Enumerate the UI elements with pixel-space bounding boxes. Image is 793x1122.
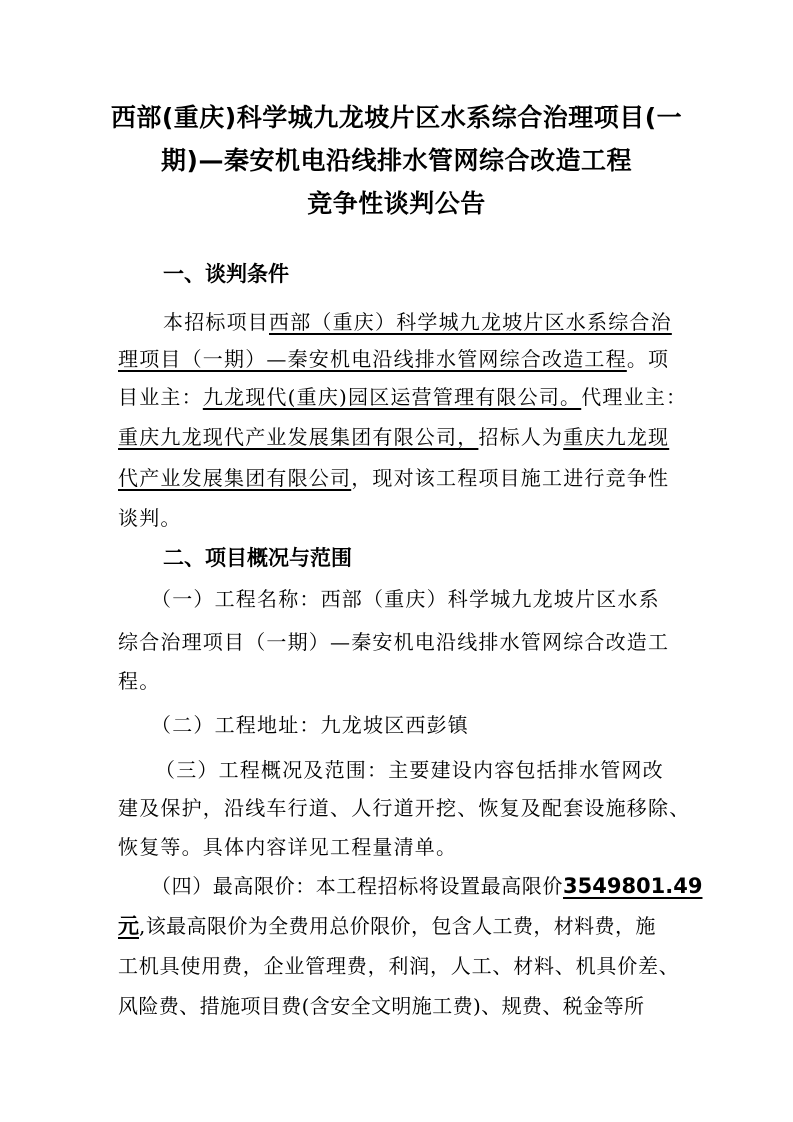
price-line-3: 工机具使用费，企业管理费，利润，人工、材料、机具价差、	[118, 954, 680, 978]
max-price-value: 3549801.49	[563, 874, 703, 898]
text: 招标人为	[478, 425, 564, 449]
text: 代理业主：	[581, 385, 688, 409]
text: ，现对该工程项目施工进行竞争性	[351, 466, 670, 490]
price-line-4: 风险费、措施项目费(含安全文明施工费)、规费、税金等所	[118, 994, 645, 1018]
para-conditions-line-3	[118, 381, 688, 410]
owner-name: 九龙现代(重庆)园区运营管理有限公司。	[202, 385, 582, 409]
para-conditions-line-4	[118, 421, 678, 450]
para-conditions-line-1	[163, 306, 683, 335]
price-line-1	[151, 870, 703, 899]
project-scope-line-3: 恢复等。具体内容详见工程量清单。	[118, 835, 458, 859]
max-price-unit: 元	[118, 914, 139, 938]
price-line-2	[118, 910, 678, 940]
tenderer-name-cont: 代产业发展集团有限公司	[118, 466, 352, 490]
text: 。项	[626, 347, 670, 371]
text: 目业主：	[118, 385, 203, 409]
project-name-link: 西部（重庆）科学城九龙坡片区水系综合治	[269, 310, 672, 334]
project-name-line-1: （一）工程名称：西部（重庆）科学城九龙坡片区水系	[151, 587, 660, 611]
text: ,该最高限价为全费用总价限价，包含人工费，材料费，施	[139, 914, 656, 938]
project-name-line-3: 程。	[118, 669, 161, 693]
project-address: （二）工程地址：九龙坡区西彭镇	[151, 713, 469, 737]
agent-name: 重庆九龙现代产业发展集团有限公司，	[118, 425, 479, 449]
tenderer-name: 重庆九龙现	[563, 425, 670, 449]
title-line-2: 期)—秦安机电沿线排水管网综合改造工程	[161, 146, 632, 175]
para-conditions-line-6: 谈判。	[118, 506, 182, 530]
section-heading-conditions: 一、谈判条件	[163, 262, 289, 286]
para-conditions-line-2	[118, 343, 678, 372]
project-name-line-2: 综合治理项目（一期）—秦安机电沿线排水管网综合改造工	[118, 630, 670, 654]
text: （四）最高限价：本工程招标将设置最高限价	[151, 874, 563, 898]
para-conditions-line-5	[118, 462, 678, 491]
title-line-1: 西部(重庆)科学城九龙坡片区水系综合治理项目(一	[110, 103, 683, 132]
project-scope-line-1: （三）工程概况及范围：主要建设内容包括排水管网改	[155, 758, 664, 782]
text: 本招标项目	[163, 310, 269, 334]
title-line-3: 竞争性谈判公告	[307, 189, 486, 218]
section-heading-overview: 二、项目概况与范围	[163, 546, 352, 570]
project-name-cont: 理项目（一期）—秦安机电沿线排水管网综合改造工程	[118, 347, 627, 371]
project-scope-line-2: 建及保护，沿线车行道、人行道开挖、恢复及配套设施移除、	[118, 796, 691, 820]
